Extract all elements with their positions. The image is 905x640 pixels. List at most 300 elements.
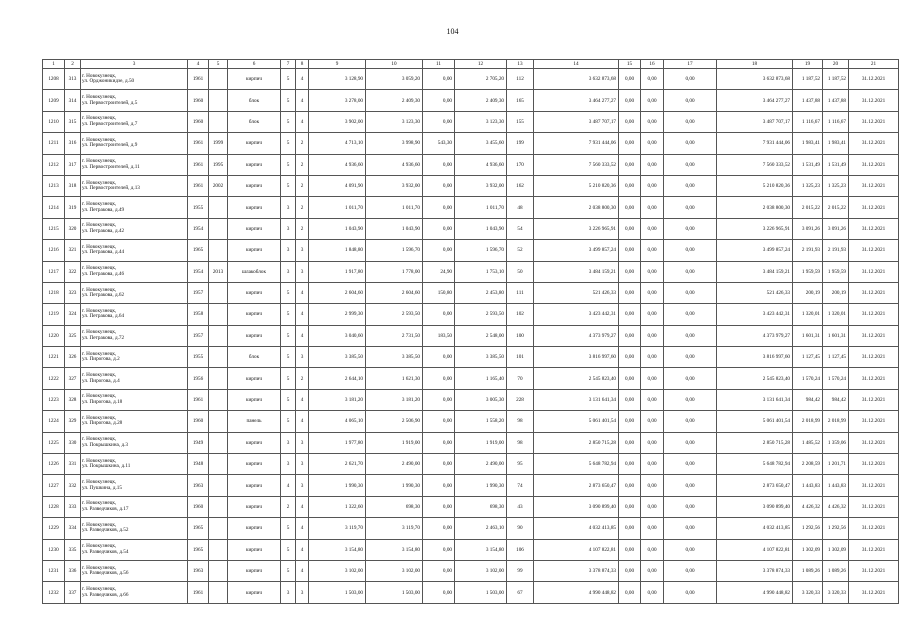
table-body [43,69,899,604]
table-cell: 3 181,20 [366,389,423,410]
table-row [43,69,899,90]
table-cell: 4 [296,560,309,581]
table-cell: кирпич [228,518,281,539]
table-cell: 0,00 [641,539,664,560]
table-cell: 0,00 [619,282,641,303]
table-cell: 4 936,60 [366,154,423,175]
table-cell: 2 191,93 [793,240,823,261]
table-cell: 317 [65,154,81,175]
table-cell: 100 [507,325,534,346]
table-cell: 0,00 [641,560,664,581]
address-cell: г. Новокузнецк, ул. Петракова, д.49 [81,197,188,218]
table-cell: 0,00 [664,389,717,410]
table-cell: 1 503,00 [309,582,366,603]
address-cell: г. Новокузнецк, ул. Первостроителей, д.13 [81,175,188,196]
table-row [43,325,899,346]
table-cell: 1220 [43,325,65,346]
table-cell: 2002 [209,175,228,196]
table-cell [209,368,228,389]
table-cell: блок [228,90,281,111]
table-cell: 165 [507,90,534,111]
table-cell [209,432,228,453]
column-header: 13 [507,60,534,69]
table-cell: 3 385,50 [455,347,507,368]
table-cell: 0,00 [664,518,717,539]
table-cell: 5 061 401,54 [717,411,793,432]
table-cell: 31.12.2021 [849,111,899,132]
table-cell: 1 089,26 [823,560,849,581]
table-cell: 2 548,00 [455,325,507,346]
table-cell: 4 [296,304,309,325]
address-cell: г. Новокузнецк, ул. Первостроителей, д.5 [81,90,188,111]
table-cell: 31.12.2021 [849,475,899,496]
table-cell: кирпич [228,175,281,196]
table-cell: кирпич [228,454,281,475]
table-cell: 0,00 [664,325,717,346]
table-row [43,560,899,581]
table-cell: 2 506,90 [366,411,423,432]
table-cell: 1960 [188,90,209,111]
column-header: 16 [641,60,664,69]
table-cell: 2 593,50 [455,304,507,325]
table-cell: 31.12.2021 [849,411,899,432]
table-cell: кирпич [228,240,281,261]
table-cell: 3 090 899,40 [534,496,619,517]
table-cell: 1 187,52 [793,69,823,90]
table-cell: 3 123,30 [366,111,423,132]
table-cell [209,282,228,303]
table-cell: 1957 [188,325,209,346]
table-cell: 0,00 [664,69,717,90]
table-cell: 31.12.2021 [849,560,899,581]
column-header: 5 [209,60,228,69]
address-cell: г. Новокузнецк, ул. Пирогова, д.2 [81,347,188,368]
table-cell: 1225 [43,432,65,453]
table-cell: кирпич [228,304,281,325]
table-cell: 2 621,70 [309,454,366,475]
table-cell: 1 320,01 [793,304,823,325]
table-cell: 24,90 [423,261,455,282]
table-cell: 199 [507,133,534,154]
table-cell: 3 [296,582,309,603]
table-cell [209,496,228,517]
table-cell: 0,00 [664,154,717,175]
table-cell: кирпич [228,475,281,496]
table-cell: 1223 [43,389,65,410]
table-cell: 1229 [43,518,65,539]
table-cell: 1 043,90 [455,218,507,239]
table-cell: 5 [281,411,296,432]
table-cell: 2 [296,197,309,218]
table-cell: 31.12.2021 [849,218,899,239]
table-cell: 1961 [188,154,209,175]
table-cell: кирпич [228,368,281,389]
address-cell: г. Новокузнецк, ул. Петракова, д.64 [81,304,188,325]
table-cell: 1 302,09 [793,539,823,560]
table-cell: 228 [507,389,534,410]
column-header: 4 [188,60,209,69]
table-cell: 0,00 [423,90,455,111]
table-cell: 323 [65,282,81,303]
table-row [43,368,899,389]
address-cell: г. Новокузнецк, ул. Разведчиков, д.66 [81,582,188,603]
table-cell: 1 322,60 [309,496,366,517]
column-header: 21 [849,60,899,69]
table-cell: 95 [507,454,534,475]
table-cell: 1 292,56 [793,518,823,539]
column-number-row [43,60,899,69]
table-cell: 5 210 820,36 [717,175,793,196]
table-cell: 318 [65,175,81,196]
table-cell: 1 485,52 [793,432,823,453]
table-cell: 313 [65,69,81,90]
table-cell: 3 378 874,33 [717,560,793,581]
table-cell: 3 378 874,33 [534,560,619,581]
table-cell: 521 426,33 [534,282,619,303]
table-cell: 0,00 [664,496,717,517]
table-cell: 4 [281,475,296,496]
column-header: 6 [228,60,281,69]
table-cell: 0,00 [619,496,641,517]
table-cell: 4 373 979,27 [717,325,793,346]
table-cell: 1 302,09 [823,539,849,560]
table-row [43,347,899,368]
table-row [43,389,899,410]
table-cell: 31.12.2021 [849,539,899,560]
table-cell: 3 320,33 [793,582,823,603]
table-cell: 2 850 715,28 [717,432,793,453]
address-cell: г. Новокузнецк, ул. Петракова, д.44 [81,240,188,261]
table-cell: 1955 [188,197,209,218]
table-cell: 0,00 [641,133,664,154]
table-cell: 0,00 [641,475,664,496]
table-cell: 31.12.2021 [849,389,899,410]
table-cell: 90 [507,518,534,539]
table-cell: 1965 [188,240,209,261]
address-cell: г. Новокузнецк, ул. Петракова, д.42 [81,218,188,239]
table-cell: 1 437,88 [793,90,823,111]
table-cell: 0,00 [619,304,641,325]
table-cell: блок [228,347,281,368]
table-cell: 2 409,30 [366,90,423,111]
address-cell: г. Новокузнецк, ул. Разведчиков, д.17 [81,496,188,517]
table-cell: 1 116,67 [793,111,823,132]
table-cell: 5 061 401,54 [534,411,619,432]
table-cell: 1 977,80 [309,432,366,453]
table-cell: 101 [507,347,534,368]
table-cell: 1 558,20 [455,411,507,432]
table-cell: 2 999,30 [309,304,366,325]
table-cell: 5 [281,175,296,196]
table-cell: 0,00 [664,111,717,132]
table-cell: 5 [281,560,296,581]
table-cell: 0,00 [423,539,455,560]
column-header: 1 [43,60,65,69]
table-cell: кирпич [228,496,281,517]
table-cell: 1 531,49 [793,154,823,175]
table-cell: 2 604,60 [309,282,366,303]
table-cell: 3 119,70 [366,518,423,539]
table-row [43,240,899,261]
address-cell: г. Новокузнецк, ул. Покрышкина, д.3 [81,432,188,453]
table-cell: 1961 [188,69,209,90]
table-cell: 0,00 [423,218,455,239]
table-cell: 4 091,90 [309,175,366,196]
column-header: 14 [534,60,619,69]
table-cell: 0,00 [423,582,455,603]
table-cell: 7 560 333,52 [534,154,619,175]
table-cell [209,325,228,346]
table-cell: 0,00 [641,325,664,346]
table-cell: 2 731,50 [366,325,423,346]
table-cell: 1224 [43,411,65,432]
address-cell: г. Новокузнецк, ул. Петракова, д.46 [81,261,188,282]
table-cell: 3 102,00 [455,560,507,581]
table-cell: 0,00 [664,582,717,603]
table-cell: 314 [65,90,81,111]
table-cell: 1210 [43,111,65,132]
table-cell: 4 107 822,81 [534,539,619,560]
table-cell: 320 [65,218,81,239]
table-row [43,133,899,154]
table-cell: 31.12.2021 [849,432,899,453]
table-row [43,496,899,517]
table-cell: 337 [65,582,81,603]
table-cell: 4 065,10 [309,411,366,432]
table-cell: 0,00 [641,432,664,453]
table-cell: 3 154,80 [366,539,423,560]
table-cell: 1955 [188,347,209,368]
table-cell: 3 091,26 [823,218,849,239]
table-cell: 0,00 [423,496,455,517]
table-cell: 1218 [43,282,65,303]
address-cell: г. Новокузнецк, ул. Пирогова, д.18 [81,389,188,410]
table-row [43,475,899,496]
table-cell: 0,00 [641,518,664,539]
table-cell: 155 [507,111,534,132]
table-cell: 3 487 707,17 [534,111,619,132]
table-cell: 3 [281,454,296,475]
table-cell: 3 932,00 [455,175,507,196]
table-cell: 1 990,30 [309,475,366,496]
table-cell: кирпич [228,154,281,175]
table-cell [209,518,228,539]
housing-register-table [42,59,899,604]
table-cell: 1 443,83 [823,475,849,496]
table-cell: 698,30 [455,496,507,517]
table-cell: 0,00 [664,197,717,218]
table-cell: кирпич [228,325,281,346]
address-cell: г. Новокузнецк, ул. Петракова, д.62 [81,282,188,303]
table-cell: кирпич [228,133,281,154]
table-cell: 1219 [43,304,65,325]
table-cell: 3 632 873,68 [534,69,619,90]
table-cell: 1948 [188,454,209,475]
table-cell: 1 570,24 [823,368,849,389]
table-cell: 31.12.2021 [849,454,899,475]
table-row [43,261,899,282]
table-cell: 200,19 [793,282,823,303]
table-cell: 1 621,30 [366,368,423,389]
table-cell: 43 [507,496,534,517]
table-cell: 1 919,00 [455,432,507,453]
table-cell: 0,00 [619,325,641,346]
table-cell: 4 032 413,85 [534,518,619,539]
table-cell: 0,00 [641,261,664,282]
table-cell: 2 [296,368,309,389]
table-cell: 31.12.2021 [849,240,899,261]
table-cell: 4 032 413,85 [717,518,793,539]
table-cell: 4 [296,325,309,346]
address-cell: г. Новокузнецк, ул. Первостроителей, д.7 [81,111,188,132]
table-cell: 1 596,70 [366,240,423,261]
table-cell: 150,80 [423,282,455,303]
table-cell: 4 [296,496,309,517]
table-cell: 0,00 [619,111,641,132]
table-cell: 67 [507,582,534,603]
table-cell: 1 011,70 [366,197,423,218]
table-cell: 1963 [188,560,209,581]
table-row [43,175,899,196]
table-cell: 1957 [188,282,209,303]
table-cell: 0,00 [423,411,455,432]
table-cell: 2 644,10 [309,368,366,389]
table-cell: 1 601,31 [793,325,823,346]
table-cell: 2 545 823,40 [534,368,619,389]
table-cell: 0,00 [619,133,641,154]
table-cell: 3 455,60 [455,133,507,154]
table-cell: 31.12.2021 [849,133,899,154]
table-cell: 0,00 [423,304,455,325]
table-cell: 0,00 [664,411,717,432]
table-cell: 1 959,59 [823,261,849,282]
table-cell: 1 043,90 [309,218,366,239]
table-cell: 0,00 [423,454,455,475]
table-row [43,154,899,175]
table-cell: 1 292,56 [823,518,849,539]
table-cell: 1 990,30 [455,475,507,496]
table-cell: 2 463,10 [455,518,507,539]
table-cell: 2 490,00 [366,454,423,475]
table-cell: 2 018,99 [793,411,823,432]
table-cell: 1949 [188,432,209,453]
table-cell: 327 [65,368,81,389]
table-cell [209,454,228,475]
table-cell: 7 931 444,06 [717,133,793,154]
table-cell: 0,00 [619,560,641,581]
table-cell: 1213 [43,175,65,196]
table-cell: 0,00 [664,175,717,196]
table-cell: 31.12.2021 [849,90,899,111]
column-header: 8 [296,60,309,69]
table-cell: 1209 [43,90,65,111]
table-cell: 1211 [43,133,65,154]
table-cell: 3 499 857,24 [534,240,619,261]
table-cell: 31.12.2021 [849,261,899,282]
table-cell: 0,00 [619,154,641,175]
table-cell: 2 015,22 [793,197,823,218]
table-cell: 0,00 [619,197,641,218]
address-cell: г. Новокузнецк, ул. Разведчиков, д.52 [81,518,188,539]
table-cell: 0,00 [664,368,717,389]
table-cell: 330 [65,432,81,453]
table-cell: 4 936,60 [455,154,507,175]
table-cell: 1965 [188,539,209,560]
table-row [43,411,899,432]
table-cell: 0,00 [423,560,455,581]
column-header: 9 [309,60,366,69]
table-cell: 1 165,40 [455,368,507,389]
table-cell: 3 102,00 [366,560,423,581]
table-cell: 54 [507,218,534,239]
table-cell: 162 [507,175,534,196]
address-cell: г. Новокузнецк, ул. Покрышкина, д.11 [81,454,188,475]
table-cell: 0,00 [664,304,717,325]
table-cell: 0,00 [641,175,664,196]
table-cell [209,560,228,581]
table-cell: 3 464 277,27 [534,90,619,111]
table-cell: 0,00 [641,111,664,132]
table-cell: 1215 [43,218,65,239]
table-cell: 1226 [43,454,65,475]
table-cell: 50 [507,261,534,282]
table-cell: 3 128,90 [309,69,366,90]
table-cell: 1954 [188,218,209,239]
table-cell: 0,00 [423,518,455,539]
table-cell: 0,00 [664,560,717,581]
table-row [43,432,899,453]
table-cell [209,111,228,132]
table-cell: 0,00 [423,347,455,368]
table-cell: 1963 [188,475,209,496]
table-cell: 183,50 [423,325,455,346]
table-cell: 0,00 [641,197,664,218]
table-cell: 31.12.2021 [849,69,899,90]
table-cell: 1228 [43,496,65,517]
table-cell: 2 191,93 [823,240,849,261]
table-cell: 0,00 [641,90,664,111]
table-cell: 1999 [209,133,228,154]
table-cell: 0,00 [641,411,664,432]
table-cell: 0,00 [619,240,641,261]
table-cell: 2 490,00 [455,454,507,475]
table-cell: 4 [296,389,309,410]
table-cell: 0,00 [664,475,717,496]
column-header: 15 [619,60,641,69]
table-cell: 1961 [188,582,209,603]
table-cell: 3 484 159,21 [717,261,793,282]
table-cell: 3 [281,197,296,218]
table-row [43,454,899,475]
table-cell: 3 091,26 [793,218,823,239]
column-header: 17 [664,60,717,69]
table-cell: 3 226 965,91 [534,218,619,239]
table-cell: 31.12.2021 [849,518,899,539]
table-cell: 2 [281,496,296,517]
table-cell: 4 373 979,27 [534,325,619,346]
table-cell: 0,00 [423,175,455,196]
table-cell: 3 816 997,60 [534,347,619,368]
table-cell: 543,30 [423,133,455,154]
table-cell: 326 [65,347,81,368]
table-cell: 0,00 [619,389,641,410]
table-cell: 98 [507,432,534,453]
table-cell: 31.12.2021 [849,197,899,218]
table-row [43,218,899,239]
table-cell: 1208 [43,69,65,90]
column-header: 11 [423,60,455,69]
table-cell: 0,00 [619,347,641,368]
